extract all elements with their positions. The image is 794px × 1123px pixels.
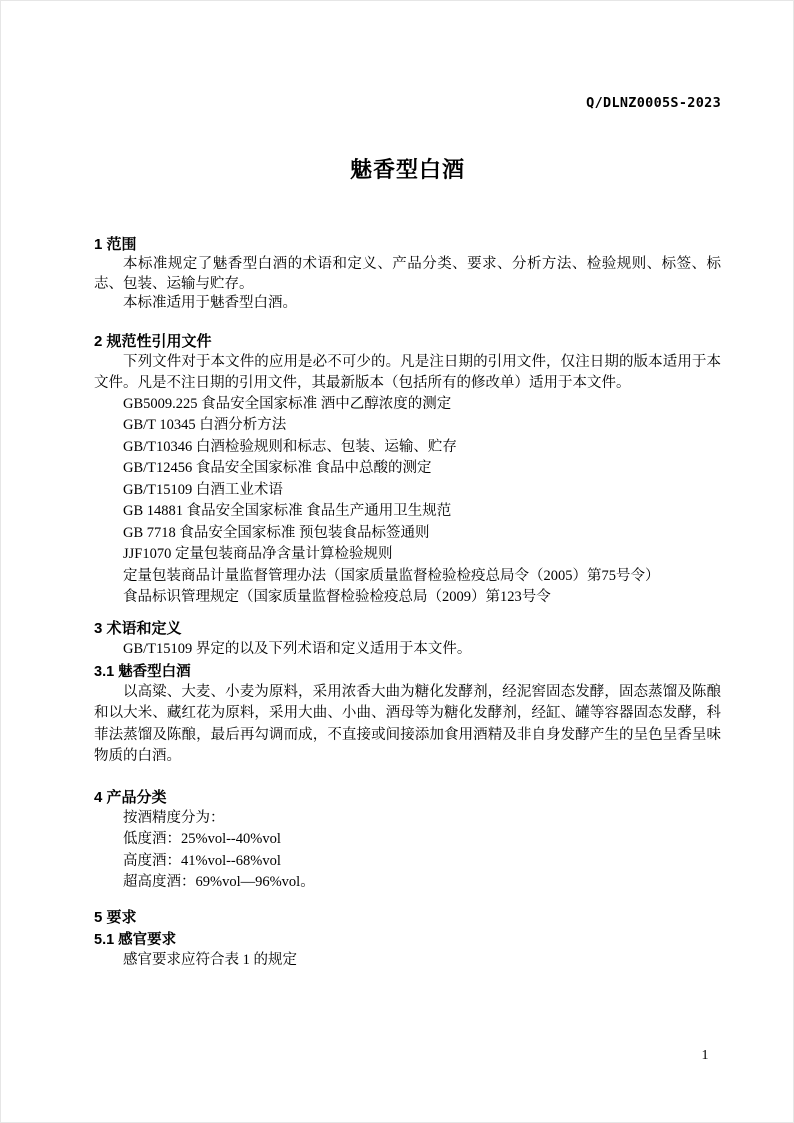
section-4-heading: 4 产品分类: [94, 788, 167, 806]
section-1-paragraph-2: 本标准适用于魅香型白酒。: [123, 295, 297, 311]
section-2-intro: 下列文件对于本文件的应用是必不可少的。凡是注日期的引用文件，仅注日期的版本适用于本文件。凡是不注日期的引用文件，其最新版本（包括所有的修改单）适用于本文件。: [94, 353, 721, 391]
section-2-heading: 2 规范性引用文件: [94, 332, 212, 350]
reference-item: 定量包装商品计量监督管理办法（国家质量监督检验检疫总局令（2005）第75号令）: [123, 567, 660, 584]
reference-item: GB/T15109 白酒工业术语: [123, 481, 283, 498]
reference-item: 食品标识管理规定（国家质量监督检验检疫总局（2009）第123号令: [123, 589, 551, 605]
page-number: 1: [701, 1048, 709, 1063]
section-product-classification: [94, 788, 721, 894]
doc-code: Q/DLNZ0005S-2023: [586, 95, 721, 111]
reference-item: GB/T12456 食品安全国家标准 食品中总酸的测定: [123, 460, 432, 476]
classification-item-high: 高度酒：41%vol--68%vol: [123, 852, 281, 869]
classification-item-super-high: 超高度酒：69%vol—96%vol。: [123, 874, 315, 890]
reference-item: GB 14881 食品安全国家标准 食品生产通用卫生规范: [123, 503, 452, 519]
classification-item-low: 低度酒：25%vol--40%vol: [123, 831, 281, 847]
section-terms-definitions: [94, 619, 721, 768]
reference-item: GB 7718 食品安全国家标准 预包装食品标签通则: [123, 524, 430, 541]
section-3-heading: 3 术语和定义: [94, 619, 182, 637]
section-1-paragraph-1: 本标准规定了魅香型白酒的术语和定义、产品分类、要求、分析方法、检验规则、标签、标志、包装、运输与贮存。: [94, 256, 721, 292]
section-scope: [94, 235, 721, 314]
section-requirements: [94, 908, 721, 971]
section-1-heading: 1 范围: [94, 236, 137, 253]
section-5-heading: 5 要求: [94, 908, 137, 926]
section-5-1-body: 感官要求应符合表 1 的规定: [123, 951, 297, 968]
section-5-1-heading: 5.1 感官要求: [94, 931, 177, 948]
section-3-1-body: 以高粱、大麦、小麦为原料，采用浓香大曲为糖化发酵剂，经泥窖固态发酵，固态蒸馏及陈酿和以大米、藏红花为原料，采用大曲、小曲、酒母等为糖化发酵剂，经缸、罐等容器固态发酵，科菲法蒸馏及陈酿，最后再勾调而成，不直接或间接添加食用酒精及非自身发酵产生的呈色呈香呈味物质的白酒。: [94, 683, 721, 764]
section-3-1-heading: 3.1 魅香型白酒: [94, 663, 191, 680]
reference-item: GB/T10346 白酒检验规则和标志、包装、运输、贮存: [123, 438, 457, 455]
reference-item: GB5009.225 食品安全国家标准 酒中乙醇浓度的测定: [123, 395, 452, 412]
reference-item: GB/T 10345 白酒分析方法: [123, 417, 287, 433]
section-normative-references: [94, 332, 721, 609]
section-3-intro: GB/T15109 界定的以及下列术语和定义适用于本文件。: [123, 640, 472, 657]
reference-item: JJF1070 定量包装商品净含量计算检验规则: [123, 546, 393, 562]
document-title: 魅香型白酒: [349, 157, 465, 182]
section-4-intro: 按酒精度分为：: [123, 809, 225, 826]
